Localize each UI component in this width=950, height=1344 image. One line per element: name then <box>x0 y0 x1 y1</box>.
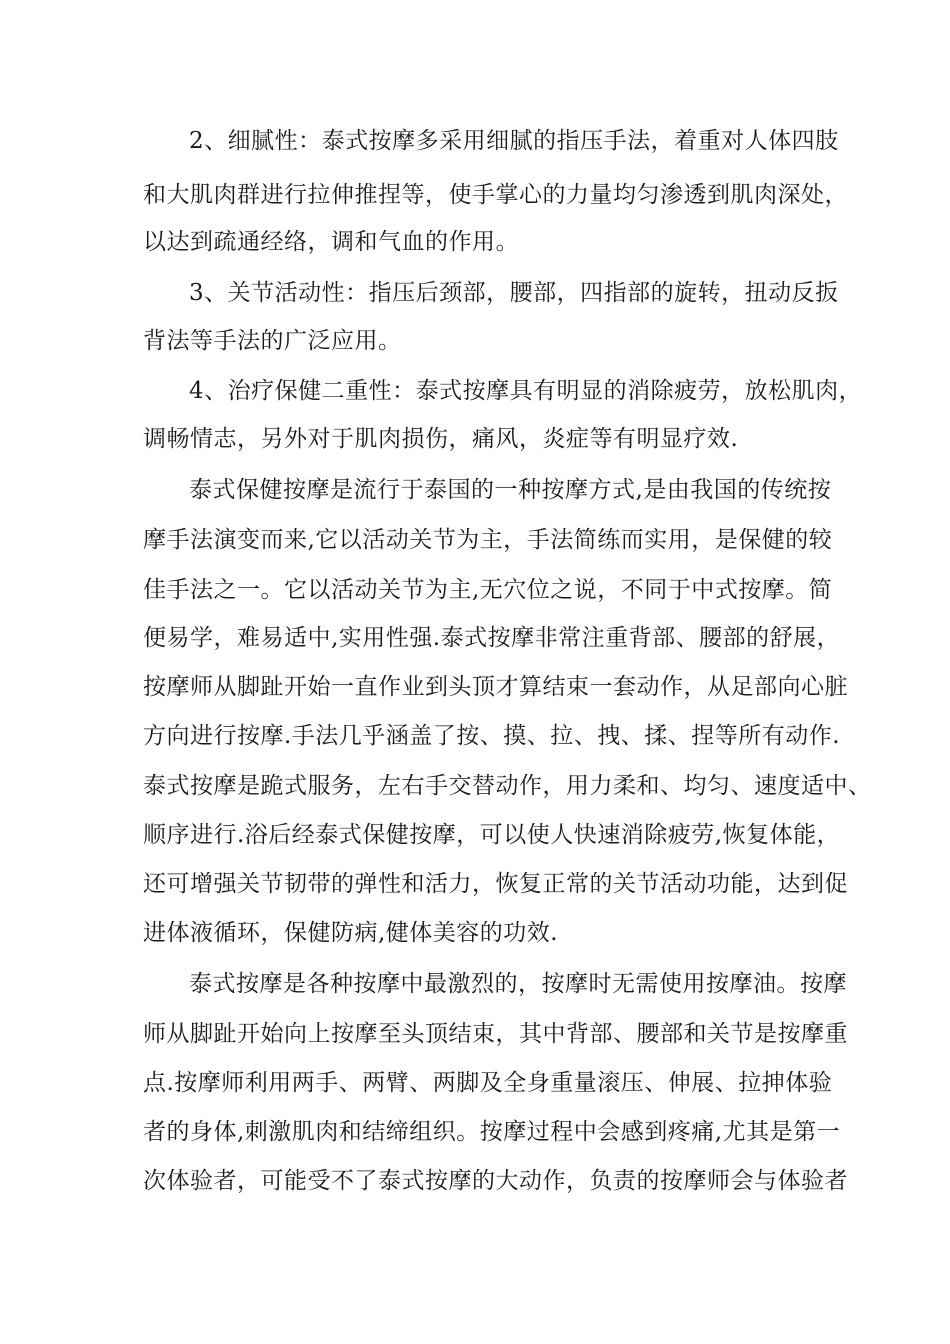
paragraph-line: 便易学，难易适中,实用性强.泰式按摩非常注重背部、腰部的舒展， <box>143 625 841 651</box>
paragraph-line: 泰式按摩是跪式服务，左右手交替动作，用力柔和、均匀、速度适中、 <box>143 773 872 799</box>
paragraph-line: 师从脚趾开始向上按摩至头顶结束，其中背部、腰部和关节是按摩重 <box>143 1021 848 1047</box>
paragraph-line: 和大肌肉群进行拉伸推捏等，使手掌心的力量均匀渗透到肌肉深处， <box>143 182 848 208</box>
paragraph-line: 摩手法演变而来,它以活动关节为主，手法简练而实用，是保健的较 <box>143 527 833 553</box>
paragraph-line: 顺序进行.浴后经泰式保健按摩，可以使人快速消除疲劳,恢复体能， <box>143 822 841 848</box>
paragraph-line: 泰式按摩是各种按摩中最激烈的，按摩时无需使用按摩油。按摩 <box>189 971 847 997</box>
paragraph-line: 方向进行按摩.手法几乎涵盖了按、摸、拉、拽、揉、捏等所有动作. <box>143 723 841 749</box>
paragraph-line: 点.按摩师利用两手、两臂、两脚及全身重量滚压、伸展、拉抻体验 <box>143 1070 833 1096</box>
paragraph-line: 佳手法之一。它以活动关节为主,无穴位之说，不同于中式按摩。简 <box>143 577 833 603</box>
paragraph-line: 2、细腻性：泰式按摩多采用细腻的指压手法，着重对人体四肢 <box>189 128 839 154</box>
paragraph-line: 以达到疏通经络，调和气血的作用。 <box>143 229 519 255</box>
paragraph-line: 3、关节活动性：指压后颈部，腰部，四指部的旋转，扭动反扳 <box>189 280 839 306</box>
paragraph-line: 还可增强关节韧带的弹性和活力，恢复正常的关节活动功能，达到促 <box>143 871 848 897</box>
paragraph-line: 调畅情志，另外对于肌肉损伤，痛风，炎症等有明显疗效. <box>143 426 739 452</box>
paragraph-line: 次体验者，可能受不了泰式按摩的大动作，负责的按摩师会与体验者 <box>143 1168 848 1194</box>
paragraph-line: 背法等手法的广泛应用。 <box>143 328 402 354</box>
paragraph-line: 泰式保健按摩是流行于泰国的一种按摩方式,是由我国的传统按 <box>189 477 832 503</box>
paragraph-line: 4、治疗保健二重性：泰式按摩具有明显的消除疲劳，放松肌肉， <box>189 378 863 404</box>
paragraph-line: 进体液循环，保健防病,健体美容的功效. <box>143 920 559 946</box>
paragraph-line: 者的身体,刺激肌肉和结缔组织。按摩过程中会感到疼痛,尤其是第一 <box>143 1119 841 1145</box>
paragraph-line: 按摩师从脚趾开始一直作业到头顶才算结束一套动作，从足部向心脏 <box>143 674 848 700</box>
